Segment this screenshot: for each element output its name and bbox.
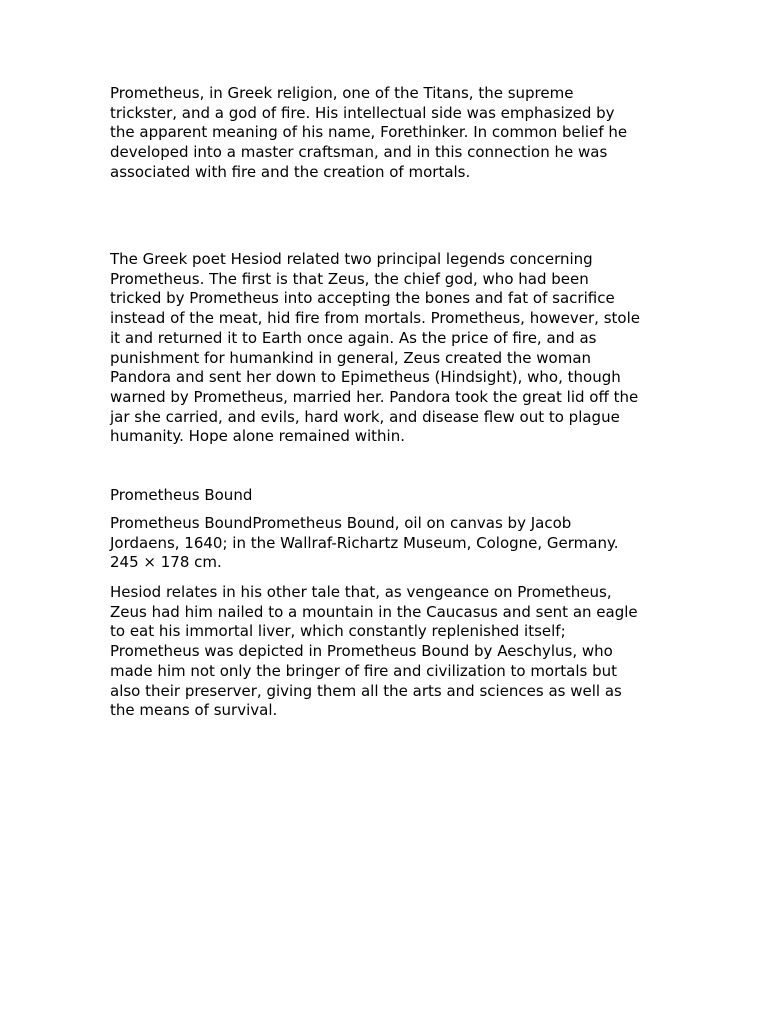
hesiod-legends-paragraph: The Greek poet Hesiod related two principal legends concerning Prometheus. The first is that Zeus, the chief god, who had been tricked by Prometheus into accepting the bones and fat of sacrifice instead of the meat, hid fire from mortals. Prometheus, however, stole it and returned it to Earth once again. As the price of fire, and as punishment for humankind in general, Zeus created the woman Pandora and sent her down to Epimetheus (Hindsight), who, though warned by Prometheus, married her. Pandora took the great lid off the jar she carried, and evils, hard work, and disease flew out to plague humanity. Hope alone remained within.	[110, 250, 640, 446]
intro-paragraph: Prometheus, in Greek religion, one of the Titans, the supreme trickster, and a god of fire. His intellectual side was emphasized by the apparent meaning of his name, Forethinker. In common belief he developed into a master craftsman, and in this connection he was associated with fire and the creation of mortals.	[110, 84, 628, 181]
image-caption: Prometheus BoundPrometheus Bound, oil on canvas by Jacob Jordaens, 1640; in the Wallraf-Richartz Museum, Cologne, Germany. 245 × 178 cm.	[110, 514, 619, 572]
section-heading: Prometheus Bound	[110, 486, 253, 504]
vengeance-paragraph: Hesiod relates in his other tale that, as vengeance on Prometheus, Zeus had him nailed to a mountain in the Caucasus and sent an eagle to eat his immortal liver, which constantly replenished itself; Prometheus was depicted in Prometheus Bound by Aeschylus, who made him not only the bringer of fire and civilization to mortals but also their preserver, giving them all the arts and sciences as well as the means of survival.	[110, 583, 638, 720]
